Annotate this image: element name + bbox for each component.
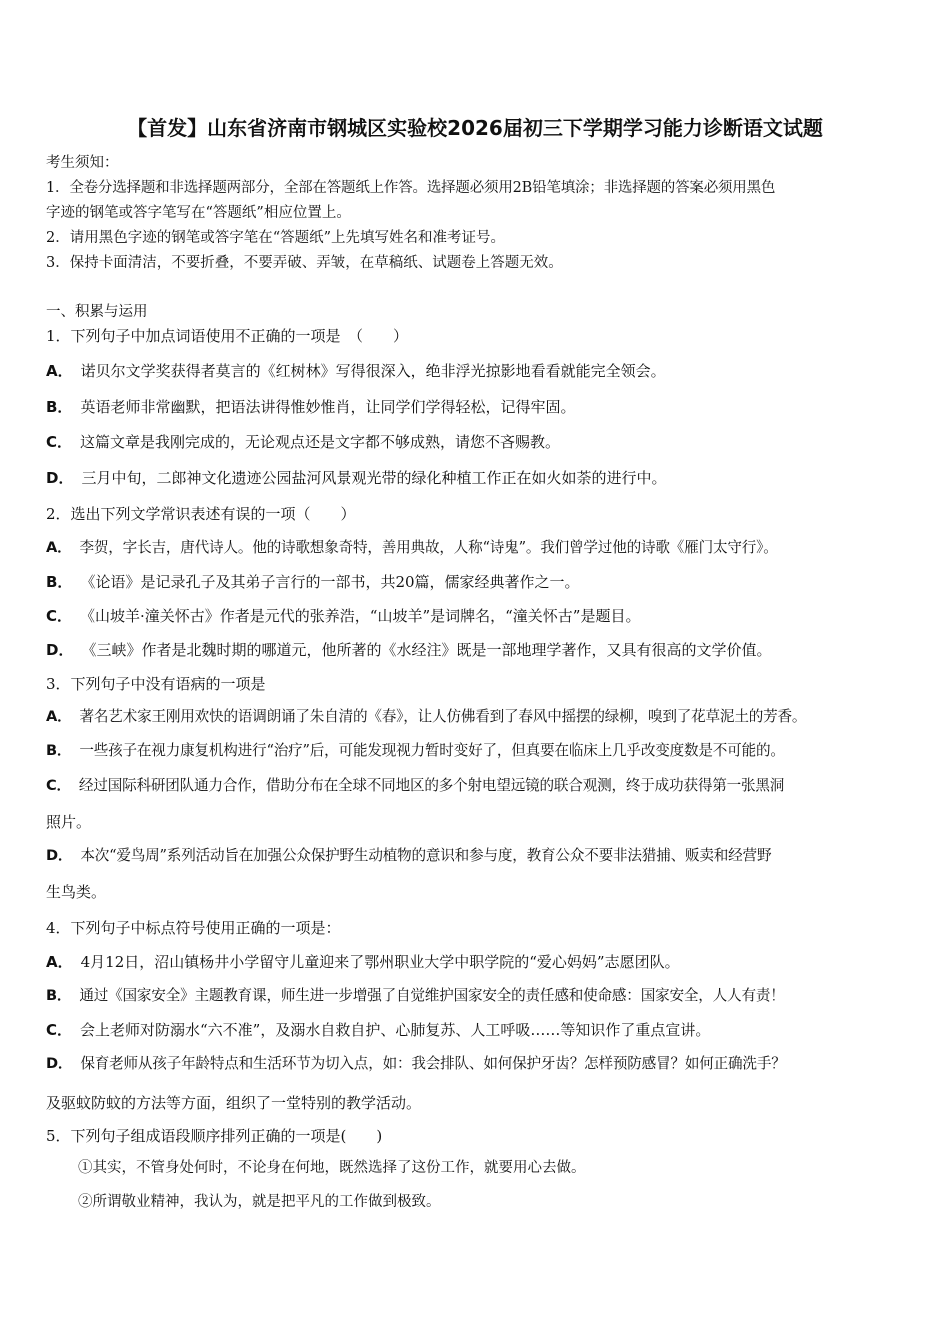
question-2-option-b (46, 572, 580, 592)
notice-item-1: 1．全卷分选择题和非选择题两部分，全部在答题纸上作答。选择题必须用2B铅笔填涂；非选择题的答案必须用黑色 (46, 180, 776, 196)
question-4-option-a (46, 952, 680, 972)
notice-item-2: 2．请用黑色字迹的钢笔或答字笔在“答题纸”上先填写姓名和准考证号。 (46, 230, 506, 246)
page-title: 【首发】山东省济南市钢城区实验校2026届初三下学期学习能力诊断语文试题 (127, 116, 823, 140)
option-text: 《论语》是记录孔子及其弟子言行的一部书，共20篇，儒家经典著作之一。 (80, 573, 580, 591)
question-4-option-d (46, 1054, 786, 1074)
question-2-option-c (46, 606, 640, 626)
option-text: 三月中旬，二郎神文化遗迹公园盐河风景观光带的绿化种植工作正在如火如荼的进行中。 (81, 469, 667, 487)
option-text: 经过国际科研团队通力合作，借助分布在全球不同地区的多个射电望远镜的联合观测，终于成功获得第一张黑洞 (78, 777, 785, 794)
option-label: B． (46, 742, 72, 759)
option-label: A． (46, 539, 72, 556)
notice-item-3: 3．保持卡面清洁，不要折叠，不要弄破、弄皱，在草稿纸、试题卷上答题无效。 (46, 255, 563, 271)
option-text: 著名艺术家王刚用欢快的语调朗诵了朱自清的《春》，让人仿佛看到了春风中摇摆的绿柳，嗅到了花草泥土的芳香。 (79, 708, 807, 725)
option-text: 4月12日，沼山镇杨井小学留守儿童迎来了鄂州职业大学中职学院的“爱心妈妈”志愿团队。 (80, 953, 680, 971)
question-5-item-1: ①其实，不管身处何时，不论身在何地，既然选择了这份工作，就要用心去做。 (78, 1160, 586, 1176)
question-2-stem: 2．选出下列文学常识表述有误的一项（ ） (46, 505, 356, 523)
question-4-stem: 4．下列句子中标点符号使用正确的一项是： (46, 919, 341, 937)
option-text: 保育老师从孩子年龄特点和生活环节为切入点，如：我会排队、如何保护牙齿？怎样预防感冒？如何正确洗手？ (80, 1055, 786, 1072)
option-label: D． (46, 469, 74, 487)
question-3-option-d-cont: 生鸟类。 (46, 883, 107, 901)
option-label: D． (46, 641, 74, 659)
option-label: A． (46, 953, 73, 971)
section-heading: 一、积累与运用 (46, 304, 148, 320)
question-2-option-d (46, 640, 771, 660)
option-text: 《三峡》作者是北魏时期的哪道元，他所著的《水经注》既是一部地理学著作，又具有很高的文学价值。 (81, 641, 772, 659)
question-3-option-b (46, 741, 785, 761)
question-3-option-c-cont: 照片。 (46, 813, 92, 831)
question-1-stem: 1．下列句子中加点词语使用不正确的一项是 （ ） (46, 327, 409, 345)
question-3-stem: 3．下列句子中没有语病的一项是 (46, 675, 266, 693)
option-text: 会上老师对防溺水“六不准”，及溺水自救自护、心肺复苏、人工呼吸……等知识作了重点宣讲。 (80, 1021, 711, 1039)
option-text: 通过《国家安全》主题教育课，师生进一步增强了自觉维护国家安全的责任感和使命感：国家安全，人人有责！ (79, 987, 785, 1004)
option-label: A． (46, 708, 72, 725)
option-text: 诺贝尔文学奖获得者莫言的《红树林》写得很深入，绝非浮光掠影地看看就能完全领会。 (80, 362, 666, 380)
option-label: B． (46, 398, 73, 416)
question-1-option-b (46, 397, 575, 417)
question-3-option-a (46, 707, 806, 727)
question-3-option-d (46, 846, 771, 866)
question-4-option-d-cont: 及驱蚊防蚊的方法等方面，组织了一堂特别的教学活动。 (46, 1094, 422, 1112)
option-text: 这篇文章是我刚完成的，无论观点还是文字都不够成熟，请您不吝赐教。 (80, 433, 561, 451)
option-label: B． (46, 573, 73, 591)
option-label: A． (46, 362, 73, 380)
option-label: C． (46, 777, 71, 794)
option-label: C． (46, 607, 73, 625)
option-text: 一些孩子在视力康复机构进行“治疗”后，可能发现视力暂时变好了，但真要在临床上几乎改变度数是不可能的。 (79, 742, 785, 759)
option-text: 英语老师非常幽默，把语法讲得惟妙惟肖，让同学们学得轻松，记得牢固。 (80, 398, 576, 416)
notice-heading: 考生须知： (46, 155, 119, 171)
option-text: 本次“爱鸟周”系列活动旨在加强公众保护野生动植物的意识和参与度，教育公众不要非法猎捕、贩卖和经营野 (80, 847, 772, 864)
option-label: D． (46, 847, 73, 864)
question-1-option-a (46, 361, 666, 381)
question-5-item-2: ②所谓敬业精神，我认为，就是把平凡的工作做到极致。 (78, 1194, 441, 1210)
question-4-option-c (46, 1020, 710, 1040)
option-label: B． (46, 987, 72, 1004)
question-2-option-a (46, 538, 778, 558)
option-text: 《山坡羊·潼关怀古》作者是元代的张养浩，“山坡羊”是词牌名，“潼关怀古”是题目。 (80, 607, 641, 625)
notice-item-1-cont: 字迹的钢笔或答字笔写在“答题纸”相应位置上。 (46, 205, 351, 221)
option-label: C． (46, 1021, 73, 1039)
option-label: D． (46, 1055, 73, 1072)
option-text: 李贺，字长吉，唐代诗人。他的诗歌想象奇特，善用典故，人称“诗鬼”。我们曾学过他的诗歌《雁门太守行》。 (79, 539, 778, 556)
question-1-option-d (46, 468, 666, 488)
question-1-option-c (46, 432, 560, 452)
question-3-option-c (46, 776, 784, 796)
question-5-stem: 5．下列句子组成语段顺序排列正确的一项是( ) (46, 1127, 383, 1145)
question-4-option-b (46, 986, 785, 1006)
option-label: C． (46, 433, 73, 451)
